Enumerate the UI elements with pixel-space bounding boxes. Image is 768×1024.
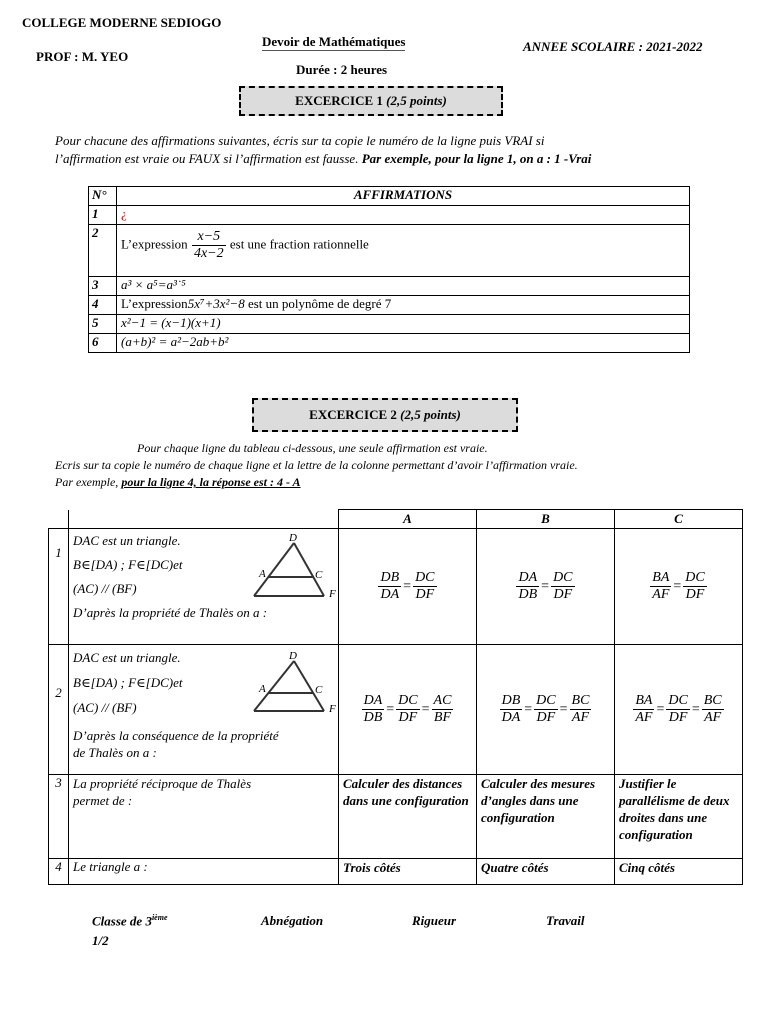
exercise-2-line-2: Ecris sur ta copie le numéro de chaque ligne et la lettre de la colonne permettant d’avoir l’affirmation vraie. xyxy=(55,458,578,472)
triangle-figure xyxy=(237,651,347,713)
answer-B: Quatre côtés xyxy=(477,859,615,885)
instructions-example: Par exemple, pour la ligne 1, on a : 1 -Vrai xyxy=(361,151,592,166)
expression-suffix: est un polynôme de degré 7 xyxy=(247,296,392,311)
example-answer: pour la ligne 4, la réponse est : 4 - A xyxy=(121,475,301,489)
label-C: C xyxy=(315,569,323,581)
exercise-2-label: EXCERCICE 2 xyxy=(309,407,397,422)
footer-motto-2: Rigueur xyxy=(412,913,457,928)
answer-B: Calculer des mesures d’angles dans une configuration xyxy=(477,775,615,859)
label-F: F xyxy=(329,588,336,597)
answer-C: $\frac{BA}{AF}$ = $\frac{DC}{DF}$ xyxy=(615,529,743,645)
exercise-1-title xyxy=(239,86,503,116)
label-A: A xyxy=(259,568,266,580)
exercise-2-line-1: Pour chaque ligne du tableau ci-dessous, une seule affirmation est vraie. xyxy=(137,441,488,455)
question-line: B∈[DA) ; F∈[DC)et xyxy=(73,675,183,690)
question-line: DAC est un triangle. xyxy=(73,650,181,665)
school-name: COLLEGE MODERNE SEDIOGO xyxy=(22,15,222,30)
footer-motto-1: Abnégation xyxy=(261,913,324,928)
answer-C: Cinq côtés xyxy=(615,859,743,885)
answer-B: $\frac{DA}{DB}$ = $\frac{DC}{DF}$ xyxy=(477,529,615,645)
corner-cell xyxy=(49,510,69,529)
question-line: La propriété réciproque de Thalès xyxy=(73,776,252,791)
question-cell: Le triangle a : xyxy=(69,859,339,885)
question-line: (AC) // (BF) xyxy=(73,581,137,596)
question-line: D’après la propriété de Thalès on a : xyxy=(73,605,268,620)
exercise-1-points: (2,5 points) xyxy=(386,93,447,108)
col-C-header: C xyxy=(615,510,743,529)
fraction-denominator: 4x−2 xyxy=(193,246,224,261)
table-row xyxy=(49,775,743,859)
label-C: C xyxy=(315,684,323,696)
label-D: D xyxy=(289,651,297,662)
triangle-figure xyxy=(237,533,347,597)
rational-fraction xyxy=(192,229,226,262)
question-line: DAC est un triangle. xyxy=(73,533,181,548)
corner-cell xyxy=(69,510,339,529)
question-line: (AC) // (BF) xyxy=(73,700,137,715)
expression-prefix: L’expression xyxy=(121,296,188,311)
class-superscript: ième xyxy=(151,913,168,922)
exercise-1-instructions xyxy=(55,132,755,168)
exam-duration: Durée : 2 heures xyxy=(296,62,388,77)
footer-class xyxy=(92,913,168,929)
school-year: ANNEE SCOLAIRE : 2021-2022 xyxy=(523,39,703,54)
label-F: F xyxy=(329,703,336,713)
row-number: 3 xyxy=(89,277,117,296)
table-row xyxy=(89,206,690,225)
answer-A: $\frac{DB}{DA}$ = $\frac{DC}{DF}$ xyxy=(339,529,477,645)
instructions-line-2: l’affirmation est vraie ou FAUX si l’affirmation est fausse. xyxy=(55,151,359,166)
question-cell xyxy=(69,645,339,775)
question-line: B∈[DA) ; F∈[DC)et xyxy=(73,557,183,572)
table-row xyxy=(49,645,743,775)
table-row xyxy=(89,315,690,334)
table-row xyxy=(89,334,690,353)
answer-C: $\frac{BA}{AF}$ = $\frac{DC}{DF}$ = $\frac{BC}{AF}$ xyxy=(615,645,743,775)
col-A-header: A xyxy=(339,510,477,529)
expression-prefix: L’expression xyxy=(121,236,188,252)
question-cell xyxy=(69,775,339,859)
affirmation-text: ¿ xyxy=(117,206,690,225)
row-number: 6 xyxy=(89,334,117,353)
answer-C: Justifier le parallélisme de deux droites dans une configuration xyxy=(615,775,743,859)
row-number: 1 xyxy=(89,206,117,225)
row-number: 4 xyxy=(49,859,69,885)
question-line: de Thalès on a : xyxy=(73,745,157,760)
thales-table xyxy=(48,509,743,885)
label-A: A xyxy=(259,683,266,695)
row-number: 4 xyxy=(89,296,117,315)
affirmation-text: (a+b)² = a²−2ab+b² xyxy=(117,334,690,353)
exercise-2-points: (2,5 points) xyxy=(400,407,461,422)
affirmations-table xyxy=(88,186,690,353)
row-number: 2 xyxy=(49,645,69,775)
instructions-line-1: Pour chacune des affirmations suivantes, écris sur ta copie le numéro de la ligne puis VRAI si xyxy=(55,133,545,148)
exercise-1-label: EXCERCICE 1 xyxy=(295,93,383,108)
label-D: D xyxy=(289,533,297,544)
answer-A: Trois côtés xyxy=(339,859,477,885)
prof-name: PROF : M. YEO xyxy=(36,49,129,64)
answer-A: $\frac{DA}{DB}$ = $\frac{DC}{DF}$ = $\frac{AC}{BF}$ xyxy=(339,645,477,775)
footer-motto-3: Travail xyxy=(546,913,585,928)
affirmation-text xyxy=(117,296,690,315)
row-number: 3 xyxy=(49,775,69,859)
affirmation-text xyxy=(117,225,690,277)
table-row xyxy=(89,296,690,315)
col-num-header: N° xyxy=(89,187,117,206)
fraction-numerator: x−5 xyxy=(192,229,226,246)
class-label: Classe de 3 xyxy=(92,913,152,929)
exam-title: Devoir de Mathématiques xyxy=(262,34,406,49)
example-prefix: Par exemple, xyxy=(55,475,119,489)
col-B-header: B xyxy=(477,510,615,529)
table-row xyxy=(49,859,743,885)
table-row xyxy=(89,277,690,296)
question-line: D’après la conséquence de la propriété xyxy=(73,728,279,743)
col-affirmations-header: AFFIRMATIONS xyxy=(117,187,690,206)
expression-suffix: est une fraction rationnelle xyxy=(229,236,369,252)
affirmation-text: x²−1 = (x−1)(x+1) xyxy=(117,315,690,334)
answer-B: $\frac{DB}{DA}$ = $\frac{DC}{DF}$ = $\frac{BC}{AF}$ xyxy=(477,645,615,775)
answer-A: Calculer des distances dans une configuration xyxy=(339,775,477,859)
row-number: 2 xyxy=(89,225,117,277)
exercise-2-title xyxy=(252,398,518,432)
polynomial: 5x⁷+3x²−8 xyxy=(187,296,245,311)
question-line: permet de : xyxy=(73,793,133,808)
affirmation-text: a³ × a⁵=a³˙⁵ xyxy=(117,277,690,296)
row-number: 1 xyxy=(49,529,69,645)
table-row xyxy=(49,529,743,645)
page-number: 1/2 xyxy=(92,933,109,948)
table-row xyxy=(89,225,690,277)
exercise-2-line-3 xyxy=(55,475,301,490)
question-cell xyxy=(69,529,339,645)
row-number: 5 xyxy=(89,315,117,334)
